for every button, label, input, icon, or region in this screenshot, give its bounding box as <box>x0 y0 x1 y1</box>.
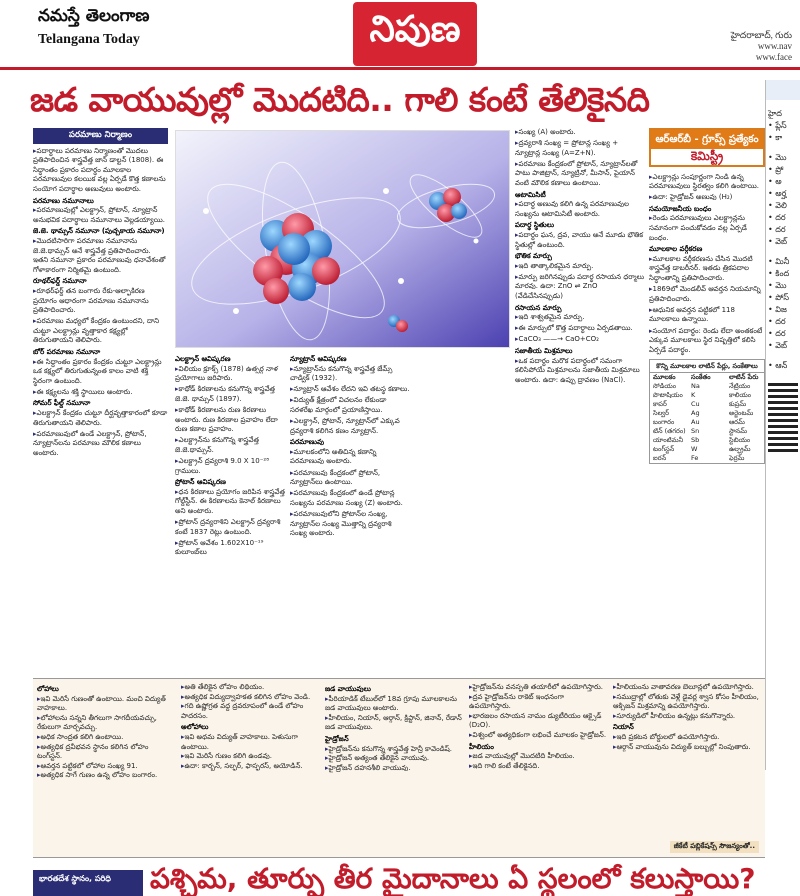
table-cell: Sb <box>691 436 700 445</box>
table-cell: సోడియం <box>653 382 677 391</box>
bottom-column-metals <box>37 683 175 853</box>
paragraph-subheading: పరమాణువు <box>290 438 324 447</box>
paragraph: ▸ భారజలం రసాయన నామం డ్యుటీరియం ఆక్సైడ్ (D₂O). <box>469 712 607 731</box>
table-cell: టిన్ (తగరం) <box>653 427 686 436</box>
table-cell: K <box>691 391 696 400</box>
paragraph: ▸ పరమాణు కేంద్రకంలో ప్రోటాన్, న్యూట్రాన్‌లతో పాటు పాజిట్రాన్, న్యూట్రినో, మీసాన్, పైయాన్ వంటి మౌలిక కణాలు ఉంటాయి. <box>515 160 645 189</box>
paragraph: ▸ ఈ మార్పులో కొత్త పదార్థాలు ఏర్పడతాయి. <box>515 324 645 334</box>
table-row <box>650 382 764 391</box>
paragraph: ▸ ఇది గాలి కంటే తేలికైనది. <box>469 762 607 772</box>
paragraph: ▸ మొదటిసారిగా పరమాణు నమూనాను జె.జె.థామ్సన్ అనే శాస్త్రవేత్త ప్రతిపాదించారు. ఇతని నమూనా ప్రకారం పరమాణువు ధనావేశంతో గోళాకారంగా నిర్మితమై ఉంటుంది. <box>33 237 168 275</box>
publisher-credit: జీకేటీ పబ్లికేషన్స్ సౌజన్యంతో.. <box>670 841 759 853</box>
table-cell: Fe <box>691 454 699 463</box>
column-body <box>290 365 410 539</box>
lower-section-label: భారతదేశ స్థానం, పరిధి <box>33 870 143 896</box>
paragraph: ▸ ఆవర్తన పట్టికలో లోహాల సంఖ్య 91. <box>37 762 175 772</box>
column-electron <box>175 353 285 676</box>
paragraph: ▸ ద్రవ హైడ్రోజన్‌ను రాకెట్ ఇంధనంగా ఉపయోగిస్తారు. <box>469 693 607 712</box>
table-cell: సిల్వర్ <box>653 409 670 418</box>
paragraph-subheading: ఆటామిసిటీ <box>515 190 546 199</box>
paragraph: ▸ పదార్థాలు పరమాణు నిర్మాణంతో మొదలు ప్రతిపాదించిన శాస్త్రవేత్త జాన్ డాల్టన్ (1808). ఈ సిద్ధాంతం ప్రకారం పదార్థం మూలకాల పరమాణువుల కలయిక వల్ల ఏర్పడే కొత్త కణాలను సంయోగ పదార్థాల అణువులు అంటారు. <box>33 147 168 195</box>
paragraph: ▸ అతి తేలికైన లోహం లిథియం. <box>181 683 319 693</box>
website-line: www.nav <box>757 41 792 51</box>
paragraph: ▸ ఎలక్ట్రాన్ కేంద్రకం చుట్టూ దీర్ఘవృత్తాకారంలో కూడా తిరుగుతాయని తెలిపారు. <box>33 409 168 428</box>
paragraph: ▸ లోహాలను సన్నని తీగలుగా సాగదీయవచ్చు, రేకులుగా మార్చవచ్చు. <box>37 714 175 733</box>
table-row <box>650 409 764 418</box>
table-header-cell: సంకేతం <box>691 373 711 382</box>
paragraph: ▸ పరమాణు మధ్యలో కేంద్రకం ఉంటుందని, దాని చుట్టూ ఎలక్ట్రాన్లు వృత్తాకార కక్ష్యల్లో తిరుగుతాయని తెలిపారు. <box>33 317 168 346</box>
paragraph-subheading: లోహాలు <box>37 685 59 693</box>
sidebar-block-c <box>766 256 800 352</box>
atom-svg <box>176 131 510 348</box>
paragraph-subheading: నియాన్ <box>613 723 634 732</box>
sidebar-text: హైద <box>768 109 782 118</box>
sidebar-text: • వెబ్ <box>768 237 787 246</box>
sidebar-banner <box>766 80 800 100</box>
bottom-column-nonmetals <box>181 683 319 853</box>
paragraph: ▸ హైడ్రోజన్ దహనశీలి వాయువు. <box>325 764 463 774</box>
paragraph: ▸ ఉదా: కార్బన్, సల్ఫర్, ఫాస్ఫరస్, అయోడిన్. <box>181 762 319 772</box>
paragraph-subheading: పదార్థ స్థితులు <box>515 221 555 230</box>
paragraph-subheading: జె.జె. థామ్సన్ నమూనా (పుచ్చకాయ నమూనా) <box>33 227 165 236</box>
bottom-band <box>33 678 765 858</box>
sidebar-text: • అ <box>768 177 782 186</box>
paragraph: ▸ హీలియం, నియాన్, ఆర్గాన్, క్రిప్టాన్, జినాన్, రేడాన్ జడ వాయువులు. <box>325 714 463 733</box>
paragraph: ▸ సూర్యుడిలో హీలియం ఉన్నట్లు కనుగొన్నారు. <box>613 712 759 722</box>
paragraph: ▸ అత్యధిక విద్యుద్వాహకత కలిగిన లోహం వెండి. <box>181 693 319 703</box>
paragraph: ▸ ఎలక్ట్రాన్లు సంపూర్ణంగా నిండి ఉన్న పరమాణువులు స్థిరత్వం కలిగి ఉంటాయి. <box>649 173 765 192</box>
paragraph: ▸ ధన కిరణాలు ప్రయోగం జరిపిన శాస్త్రవేత్త గోల్డ్‌స్టీన్. ఈ కిరణాలను కెనాల్ కిరణాలు అని అంటారు. <box>175 488 285 517</box>
paragraph: ▸ సంఖ్య (A) అంటారు. <box>515 128 645 138</box>
masthead <box>0 0 800 70</box>
column-chemistry <box>649 128 765 676</box>
address-block <box>731 30 792 63</box>
paragraph-subheading: రూథర్‌ఫర్డ్ నమూనా <box>33 277 87 286</box>
table-cell: కాపర్ <box>653 400 667 409</box>
table-cell: Cu <box>691 400 700 409</box>
paragraph: ▸ ప్రోటాన్ ఆవేశం 1.602X10⁻¹⁹ కులూంబ్‌లు <box>175 539 285 558</box>
paragraph: ▸ సంయోగ పదార్థం: రెండు లేదా అంతకంటే ఎక్కువ మూలకాలు స్థిర నిష్పత్తిలో కలిసి ఏర్పడే పదార్థం. <box>649 327 765 356</box>
brand-english: Telangana Today <box>38 32 140 47</box>
paragraph: ▸ ద్రవ్యరాశి సంఖ్య = ప్రోటాన్ల సంఖ్య + న్యూట్రాన్ల సంఖ్య (A=Z+N). <box>515 139 645 158</box>
paragraph: ▸ ఇవి మెరిసే గుణం కలిగి ఉండవు. <box>181 752 319 762</box>
table-header-cell: లాటిన్ పేరు <box>729 373 759 382</box>
paragraph: ▸ న్యూట్రాన్‌ను కనుగొన్న శాస్త్రవేత్త జేమ్స్ చాడ్విక్ (1932). <box>290 365 410 384</box>
element-symbol-table <box>649 359 765 464</box>
paragraph: ▸ హైడ్రోజన్‌ను వనస్పతి తయారీలో ఉపయోగిస్తారు. <box>469 683 607 693</box>
atom-illustration <box>175 130 510 348</box>
paragraph: ▸ అత్యధిక సాగే గుణం ఉన్న లోహం బంగారం. <box>37 771 175 781</box>
address-line: హైదరాబాద్, గురు <box>730 30 792 40</box>
paragraph: ▸ మూలకాల వర్గీకరణను చేసిన మొదటి శాస్త్రవేత్త డాబరీనర్. ఇతడు త్రికపదాల సిద్ధాంతాన్ని ప్రతిపాదించారు. <box>649 255 765 284</box>
table-row <box>650 427 764 436</box>
sidebar-text: • మెు <box>768 281 787 290</box>
sidebar-block-d <box>766 360 800 372</box>
paragraph: ▸ జడ వాయువుల్లో మొదటిది హీలియం. <box>469 752 607 762</box>
paragraph: ▸ 1869లో మెండలీవ్ ఆవర్తన నియమాన్ని ప్రతిపాదించారు. <box>649 285 765 304</box>
sidebar-block-b <box>766 152 800 248</box>
paragraph: ▸ రూథర్‌ఫర్డ్ తన బంగారు రేకు-ఆల్ఫాకిరణ ప్రయోగం ఆధారంగా పరమాణు నమూనాను ప్రతిపాదించారు. <box>33 287 168 316</box>
paragraph: ▸ గది ఉష్ణోగ్రత వద్ద ద్రవరూపంలో ఉండే లోహం పాదరసం. <box>181 702 319 721</box>
table-header-cell: మూలకం <box>653 373 676 382</box>
paragraph-subheading: బోర్ పరమాణు నమూనా <box>33 347 101 356</box>
table-cell: నేట్రియం <box>729 382 751 391</box>
table-cell: ఉల్ఫ్రమ్ <box>729 445 751 454</box>
sidebar-text: • ప్రో <box>768 165 784 174</box>
table-row <box>650 391 764 400</box>
paragraph: ▸ ఎలక్ట్రాన్‌ను కనుగొన్న శాస్త్రవేత్త జె.జె.థామ్సన్. <box>175 436 285 455</box>
nipuna-logo <box>353 2 477 66</box>
table-cell: బంగారం <box>653 418 675 427</box>
paragraph-subheading: సోమర్ ఫీల్డ్ నమూనా <box>33 399 91 408</box>
table-cell: ఆరమ్ <box>729 418 745 427</box>
sidebar-text: • మెు <box>768 153 787 162</box>
paragraph: ▸ మూలకంలోని అతిచిన్న కణాన్ని పరమాణువు అంటారు. <box>290 448 410 467</box>
sidebar-text: • మినీ <box>768 257 790 266</box>
table-cell: ఫెర్రమ్ <box>729 454 745 463</box>
table-cell: కాలియం <box>729 391 752 400</box>
rrb-label: ఆర్ఆర్‌బీ - గ్రూప్స్ ప్రత్యేకం <box>651 130 763 149</box>
bottom-column-inert-gases <box>325 683 463 853</box>
column-subtitle: న్యూట్రాన్ ఆవిష్కరణ <box>290 355 347 363</box>
paragraph: ▸ ఉదా: హైడ్రోజన్ అణువు (H₂) <box>649 193 765 203</box>
paragraph: ▸ ఎలక్ట్రాన్, ప్రోటాన్, న్యూట్రాన్‌లో ఎక్కువ ద్రవ్యరాశి కలిగిన కణం న్యూట్రాన్. <box>290 417 410 436</box>
paragraph: ▸ న్యూట్రాన్ ఆవేశం లేదని ఇవి తటస్థ కణాలు. <box>290 385 410 395</box>
paragraph-subheading: రసాయన మార్పు <box>515 303 562 312</box>
table-row <box>650 436 764 445</box>
paragraph: ▸ కాథోడ్ కిరణాలను కనుగొన్న శాస్త్రవేత్త జె.జె. థామ్సన్ (1897). <box>175 385 285 404</box>
table-body <box>650 382 764 463</box>
sidebar-text: • విజ <box>768 305 787 314</box>
sidebar-text: • అర్హ <box>768 189 787 198</box>
paragraph: ▸ ఇది ప్రకటన బోర్డులలో ఉపయోగిస్తారు. <box>613 733 759 743</box>
table-cell: Sn <box>691 427 700 436</box>
paragraph: ▸ సముద్రాల్లో లోతుకు వెళ్లే డైవర్ల శ్వాస కోసం హీలియం, ఆక్సిజన్ మిశ్రమాన్ని ఉపయోగిస్తారు. <box>613 693 759 712</box>
section-heading: పరమాణు నిర్మాణం <box>33 128 168 144</box>
table-cell: Ag <box>691 409 700 418</box>
paragraph: ▸ విశ్వంలో అత్యధికంగా లభించే మూలకం హైడ్రోజన్. <box>469 731 607 741</box>
sidebar-text: • కింద <box>768 269 790 278</box>
paragraph: ▸ విద్యుత్ క్షేత్రంలో విచలనం లేకుండా సరళరేఖ మార్గంలో ప్రయాణిస్తాయి. <box>290 396 410 415</box>
newspaper-brand <box>38 6 149 48</box>
lower-headline: పశ్చిమ, తూర్పు తీర మైదానాలు ఏ స్థలంలో కలుస్తాయి? <box>150 862 756 895</box>
paragraph: ▸ మార్పు జరిగినప్పుడు పదార్థ రసాయన ధర్మాలు మారవు. ఉదా: ZnO ⇌ ZnO (వేడిచేసినప్పుడు) <box>515 273 645 302</box>
paragraph: ▸ హైడ్రోజన్ అత్యంత తేలికైన వాయువు. <box>325 754 463 764</box>
column-body <box>515 128 645 385</box>
paragraph: ▸ పదార్థ అణువు కలిగి ఉన్న పరమాణువుల సంఖ్యను ఆటామిసిటీ అంటారు. <box>515 200 645 219</box>
table-cell: W <box>691 445 698 454</box>
paragraph: ▸ కాథోడ్ కిరణాలను రుణ కిరణాలు అంటారు. రుణ కిరణాల ప్రవాహం లేదా రుణ కణాల ప్రవాహం. <box>175 406 285 435</box>
brand-telugu: నమస్తే తెలంగాణ <box>38 6 150 26</box>
social-line: www.face <box>755 52 792 62</box>
table-cell: స్టానమ్ <box>729 427 747 436</box>
paragraph-subheading: ప్రోటాన్ ఆవిష్కరణ <box>175 478 226 487</box>
paragraph: ▸ రెండు పరమాణువులు ఎలక్ట్రాన్లను సమానంగా పంచుకోవడం వల్ల ఏర్పడే బంధం. <box>649 214 765 243</box>
sidebar-text: • దర <box>768 225 786 234</box>
column-atomic-structure <box>33 128 168 676</box>
paragraph: ▸ హైడ్రోజన్‌ను కనుగొన్న శాస్త్రవేత్త హెన్రీ కావెండిష్. <box>325 745 463 755</box>
table-title: కొన్ని మూలకాల లాటిన్ పేర్లు, సంకేతాలు <box>650 360 764 373</box>
column-body <box>649 173 765 356</box>
table-cell: Au <box>691 418 700 427</box>
bottom-column-helium <box>613 683 759 833</box>
sidebar-block-a <box>766 108 800 144</box>
paragraph-subheading: అలోహాలు <box>181 723 209 732</box>
table-cell: Na <box>691 382 700 391</box>
sidebar-text: • కా <box>768 133 783 142</box>
paragraph: ▸ హీలియంను వాతావరణ బెలూన్లలో ఉపయోగిస్తారు. <box>613 683 759 693</box>
sidebar-text: • వెలి <box>768 201 787 210</box>
sidebar-text: • ప్లేస్ <box>768 121 787 130</box>
paragraph: ▸ పీరియాడిక్ టేబుల్‌లో 18వ గ్రూపు మూలకాలను జడ వాయువులు అంటారు. <box>325 695 463 714</box>
table-cell: టంగ్‌స్టన్ <box>653 445 675 454</box>
paragraph: ▸ ఈ కక్ష్యలను శక్తి స్థాయిలు అంటారు. <box>33 388 168 398</box>
subject-label: కెమిస్ట్రీ <box>690 149 724 163</box>
table-cell: యాంటిమనీ <box>653 436 684 445</box>
paragraph: ▸ ఇది తాత్కాలికమైన మార్పు. <box>515 262 645 272</box>
sidebar-text: • వెబ్ <box>768 341 787 350</box>
paragraph: ▸ ఒక పదార్థం మరొక పదార్థంలో సమంగా కలిసిపోయే మిశ్రమాలను సజాతీయ మిశ్రమాలు అంటారు. ఉదా: ఉప్పు ద్రావణం (NaCl). <box>515 357 645 386</box>
column-matter <box>515 128 645 676</box>
table-row <box>650 400 764 409</box>
paragraph-subheading: మూలకాల వర్గీకరణ <box>649 245 703 254</box>
column-subtitle: ఎలక్ట్రాన్ ఆవిష్కరణ <box>175 355 231 363</box>
rrb-groups-box <box>649 128 765 167</box>
paragraph: ▸ ఆధునిక ఆవర్తన పట్టికలో 118 మూలకాలు ఉన్నాయి. <box>649 306 765 325</box>
paragraph-subheading: సమయోజనీయ బంధం <box>649 204 712 213</box>
table-cell: పొటాషియం <box>653 391 683 400</box>
paragraph: ▸ అత్యధిక ద్రవీభవన స్థానం కలిగిన లోహం టంగ్‌స్టన్. <box>37 743 175 762</box>
table-cell: స్టిబియం <box>729 436 751 445</box>
paragraph: ▸ పరమాణువు కేంద్రకంలో ఉండే ప్రోటాన్ల సంఖ్యను పరమాణు సంఖ్య (Z) అంటారు. <box>290 489 410 508</box>
paragraph-subheading: హీలియం <box>469 742 494 751</box>
paragraph: ▸ ఈ సిద్ధాంతం ప్రకారం కేంద్రకం చుట్టూ ఎలక్ట్రాన్లు ఒక కక్ష్యలో తిరుగుతున్నంత కాలం వాటి శక్తి స్థిరంగా ఉంటుంది. <box>33 358 168 387</box>
paragraph: ▸ ఆర్గాన్ వాయువును విద్యుత్ బల్బుల్లో నింపుతారు. <box>613 743 759 753</box>
right-sidebar <box>765 80 800 770</box>
paragraph: ▸ ఇవి అథమ విద్యుత్ వాహకాలు. పెళుసుగా ఉంటాయి. <box>181 733 319 752</box>
paragraph: ▸ పరమాణువుల్లో ఎలక్ట్రాన్, ప్రోటాన్, న్యూట్రాన్ అనుభవిక పదార్థాలు నమూనాలు వెల్లడయ్యాయి. <box>33 206 168 225</box>
sidebar-qr-code <box>768 382 798 452</box>
paragraph: ▸ పరమాణువులో ఉండే ఎలక్ట్రాన్, ప్రోటాన్, న్యూట్రాన్‌లను పరమాణు మౌలిక కణాలు అంటారు. <box>33 430 168 459</box>
sidebar-text: • ఆన్ <box>768 361 788 370</box>
main-headline: జడ వాయువుల్లో మొదటిది.. గాలి కంటే తేలికైనది <box>30 80 650 119</box>
paragraph-subheading: సజాతీయ మిశ్రమాలు <box>515 346 573 355</box>
paragraph-subheading: పరమాణు నమూనాలు <box>33 196 94 205</box>
table-cell: ఐరన్ <box>653 454 667 463</box>
paragraph-subheading: హైడ్రోజన్ <box>325 734 349 743</box>
sidebar-text: • పోస్ <box>768 293 789 302</box>
table-row <box>650 418 764 427</box>
column-body <box>175 365 285 558</box>
table-header-row <box>650 373 764 382</box>
sidebar-text: • దర <box>768 213 786 222</box>
column-body <box>33 147 168 459</box>
paragraph-subheading: జడ వాయువులు <box>325 685 371 693</box>
paragraph: ▸ ఇవి మెరిసే గుణంతో ఉంటాయి. మంచి విద్యుత్ వాహకాలు. <box>37 695 175 714</box>
paragraph: ▸ ప్రోటాన్ ద్రవ్యరాశిని ఎలక్ట్రాన్ ద్రవ్యరాశి కంటే 1837 రెట్లు ఉంటుంది. <box>175 518 285 537</box>
logo-text: నిపుణ <box>369 9 461 50</box>
paragraph: ▸ విలియం క్రూక్స్ (1878) ఉత్సర్గ నాళ ప్రయోగాలు జరిపారు. <box>175 365 285 384</box>
bottom-column-hydrogen <box>469 683 607 853</box>
paragraph: ▸ CaCO₃ ——→ CaO+CO₂ <box>515 335 645 345</box>
paragraph-subheading: భౌతిక మార్పు <box>515 252 552 261</box>
paragraph: ▸ పరమాణువు కేంద్రకంలో ప్రోటాన్, న్యూట్రాన్‌లు ఉంటాయి. <box>290 469 410 488</box>
table-row <box>650 454 764 463</box>
paragraph: ▸ పరమాణువులోని ప్రోటాన్‌ల సంఖ్య, న్యూట్రాన్‌ల సంఖ్య మొత్తాన్ని ద్రవ్యరాశి సంఖ్య అంటారు. <box>290 510 410 539</box>
table-cell: కుప్రమ్ <box>729 400 747 409</box>
paragraph: ▸ ఇది శాశ్వతమైన మార్పు. <box>515 313 645 323</box>
sidebar-text: • దర <box>768 317 786 326</box>
table-cell: అర్జెంటమ్ <box>729 409 754 418</box>
paragraph: ▸ పదార్థం ఘన, ద్రవ, వాయు అనే మూడు భౌతిక స్థితుల్లో ఉంటుంది. <box>515 231 645 250</box>
paragraph: ▸ ఎలక్ట్రాన్ ద్రవ్యరాశి 9.0 X 10⁻²⁸ గ్రాములు. <box>175 457 285 476</box>
column-neutron <box>290 353 410 676</box>
sidebar-text: • దర <box>768 329 786 338</box>
table-row <box>650 445 764 454</box>
paragraph: ▸ అధిక సాంద్రత కలిగి ఉంటాయి. <box>37 733 175 743</box>
